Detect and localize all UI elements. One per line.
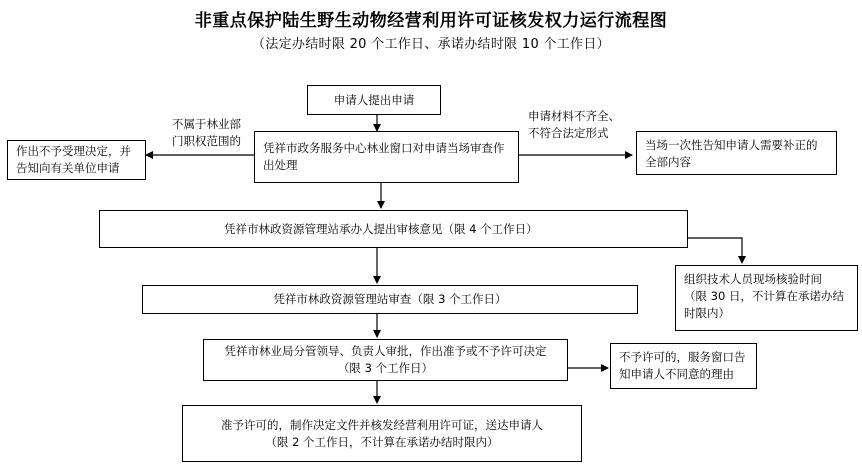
node-apply [307,85,441,115]
label-incomplete-line2: 不符合法定形式 [528,126,609,140]
node-denied [610,343,757,389]
node-review-text: 凭祥市政务服务中心林业窗口对申请当场审查作出处理 [263,141,505,172]
arrow-opinion-to-sitecheck [688,238,742,263]
node-review [254,131,519,183]
node-approval-line1: 凭祥市林业局分管领导、负责人审批，作出准予或不予许可决定 [224,344,547,358]
page-title: 非重点保护陆生野生动物经营利用许可证核发权力运行流程图 [194,11,668,31]
node-reject-notice-text: 作出不予受理决定，并告知向有关单位申请 [16,144,131,175]
node-supplement-text: 当场一次性告知申请人需要补正的全部内容 [645,138,818,169]
node-denied-line1: 不予许可的，服务窗口告 [619,350,746,364]
node-site-check [675,265,858,331]
node-apply-text: 申请人提出申请 [333,92,415,107]
node-station-opinion-text: 凭祥市林政资源管理站承办人提出审核意见（限 4 个工作日） [224,222,538,236]
label-not-forestry-line2: 门职权范围的 [172,134,241,148]
node-site-check-line1: 组织技术人员现场核验时间 [684,272,822,286]
node-granted-line1: 准予许可的，制作决定文件并核发经营利用许可证，送达申请人 [221,417,543,432]
node-approval-line2: （限 3 个工作日） [337,361,434,375]
node-station-opinion [99,210,688,248]
label-not-forestry-line1: 不属于林业部 [172,117,241,131]
label-incomplete [528,108,620,142]
node-site-check-line2: （限 30 日，不计算在承诺办结时限内） [684,289,844,320]
page-subtitle: （法定办结时限 20 个工作日、承诺办结时限 10 个工作日） [252,37,610,52]
node-supplement [636,131,837,175]
node-reject-notice [7,140,146,180]
node-denied-line2: 知申请人不同意的理由 [619,367,734,381]
label-not-forestry [172,116,241,150]
node-granted-line2: （限 2 个工作日，不计算在承诺办结时限内） [265,434,499,449]
node-station-review-text: 凭祥市林政资源管理站审查（限 3 个工作日） [273,292,507,306]
node-station-review [142,285,638,314]
node-approval [203,339,568,381]
node-granted [182,405,582,462]
label-incomplete-line1: 申请材料不齐全、 [528,109,620,123]
